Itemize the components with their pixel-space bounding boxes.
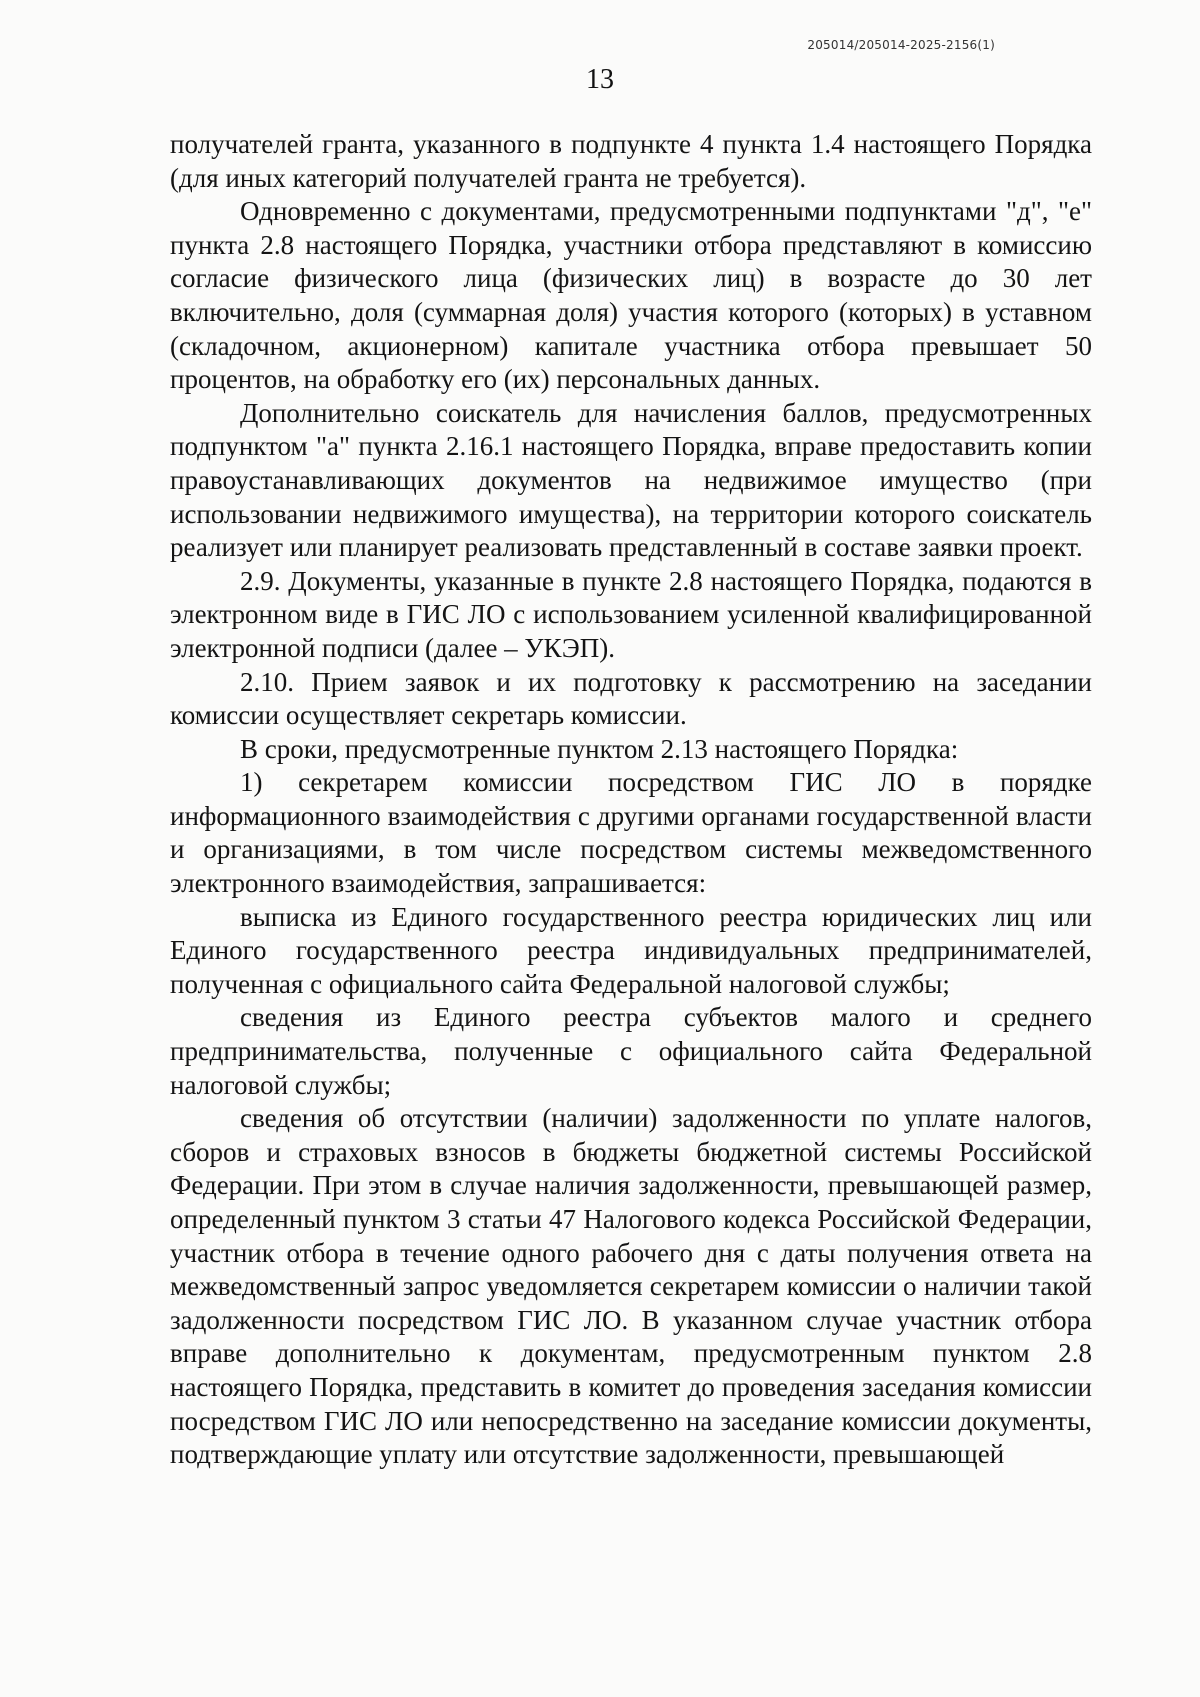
document-id-code: 205014/205014-2025-2156(1) — [807, 38, 995, 52]
document-body — [170, 128, 1092, 1472]
paragraph-2-10: 2.10. Прием заявок и их подготовку к рассмотрению на заседании комиссии осуществляет секретарь комиссии. — [170, 666, 1092, 731]
paragraph-egrul-extract: выписка из Единого государственного реестра юридических лиц или Единого государственного реестра индивидуальных предпринимателей, полученная с официального сайта Федеральной налоговой службы; — [170, 901, 1092, 999]
paragraph-2-9: 2.9. Документы, указанные в пункте 2.8 настоящего Порядка, подаются в электронном виде в ГИС ЛО с использованием усиленной квалифицированной электронной подписи (далее – УКЭП). — [170, 565, 1092, 663]
paragraph-item-1: 1) секретарем комиссии посредством ГИС ЛО в порядке информационного взаимодействия с другими органами государственной власти и организациями, в том числе посредством системы межведомственного электронного взаимодействия, запрашивается: — [170, 767, 1092, 899]
page-number: 13 — [586, 64, 614, 95]
paragraph-sme-registry: сведения из Единого реестра субъектов малого и среднего предпринимательства, полученные с официального сайта Федеральной налоговой службы; — [170, 1002, 1092, 1100]
paragraph-deadlines: В сроки, предусмотренные пунктом 2.13 настоящего Порядка: — [240, 733, 959, 764]
paragraph-tax-debt: сведения об отсутствии (наличии) задолженности по уплате налогов, сборов и страховых взносов в бюджеты бюджетной системы Российской Федерации. При этом в случае наличия задолженности, превышающей размер, определенный пунктом 3 статьи 47 Налогового кодекса Российской Федерации, участник отбора в течение одного рабочего дня с даты получения ответа на межведомственный запрос уведомляется секретарем комиссии о наличии такой задолженности посредством ГИС ЛО. В указанном случае участник отбора вправе дополнительно к документам, предусмотренным пунктом 2.8 настоящего Порядка, представить в комитет до проведения заседания комиссии посредством ГИС ЛО или непосредственно на заседание комиссии документы, подтверждающие уплату или отсутствие задолженности, превышающей — [170, 1103, 1092, 1470]
paragraph-consent: Одновременно с документами, предусмотренными подпунктами "д", "е" пункта 2.8 настоящего Порядка, участники отбора представляют в комиссию согласие физического лица (физических лиц) в возрасте до 30 лет включительно, доля (суммарная доля) участия которого (которых) в уставном (складочном, акционерном) капитале участника отбора превышает 50 процентов, на обработку его (их) персональных данных. — [170, 196, 1092, 395]
paragraph-additional-docs: Дополнительно соискатель для начисления баллов, предусмотренных подпунктом "а" пункта 2.16.1 настоящего Порядка, вправе предоставить копии правоустанавливающих документов на недвижимое имущество (при использовании недвижимого имущества), на территории которого соискатель реализует или планирует реализовать представленный в составе заявки проект. — [170, 397, 1092, 563]
paragraph-continuation: получателей гранта, указанного в подпункте 4 пункта 1.4 настоящего Порядка (для иных категорий получателей гранта не требуется). — [170, 129, 1092, 193]
